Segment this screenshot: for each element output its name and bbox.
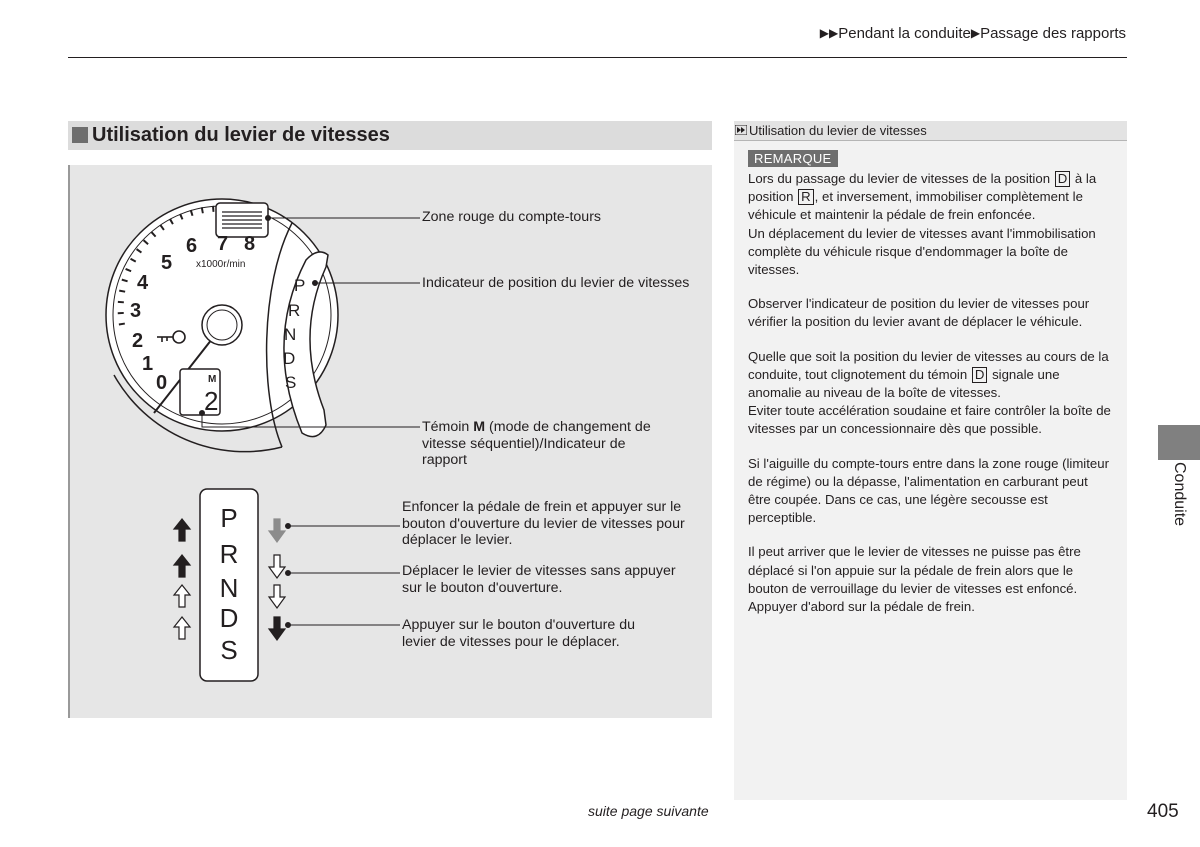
section-title: Utilisation du levier de vitesses [92,124,390,146]
tach-number-7: 7 [217,233,229,255]
note-paragraph: Si l'aiguille du compte-tours entre dans la zone rouge (limiteur de régime) ou la dépasse, l'alimentation en carburant peut être coupée. Dans ce cas, une légère secousse est perceptible. [748,455,1109,526]
gate-letter-p: P [220,503,238,533]
arrow-down-gray-icon [269,519,285,542]
arrow-down-solid-icon [269,617,285,640]
arrow-down-outline-icon [269,585,285,608]
reference-arrow-icon [735,125,747,135]
chapter-tab-marker[interactable] [1158,425,1200,460]
tach-number-5: 5 [161,252,173,274]
page-number: 405 [1147,801,1179,822]
indicator-letter-p: P [294,276,306,295]
breadcrumb-item-driving[interactable]: Pendant la conduite [838,25,971,42]
indicator-letter-n: N [284,325,297,344]
gate-letter-d: D [219,603,239,633]
callout-brake-and-button: Enfoncer la pédale de frein et appuyer sur le bouton d'ouverture du levier de vitesses pour déplacer le levier. [402,499,685,548]
note-paragraph: Il peut arriver que le levier de vitesses ne puisse pas être déplacé si l'on appuie sur la pédale de frein alors que le bouton de verrouillage du levier de vitesses est enfoncé. Appuyer d'abord sur la pédale de frein. [748,544,1081,615]
breadcrumb-item-shifting[interactable]: Passage des rapports [980,25,1126,42]
gate-letter-s: S [220,635,238,665]
callout-red-zone: Zone rouge du compte-tours [422,209,602,225]
arrow-up-solid-icon [174,555,190,577]
indicator-d-box: D [972,367,988,383]
notes-heading-bar [734,121,1127,141]
arrow-up-outline-icon [174,617,190,639]
tach-number-3: 3 [130,300,142,322]
tach-number-8: 8 [244,233,256,255]
tach-unit-label: x1000r/min [196,259,246,270]
notes-body [748,170,1114,632]
header-divider [68,57,1127,58]
continued-note: suite page suivante [588,803,709,819]
remark-badge: REMARQUE [748,150,838,167]
tach-number-2: 2 [132,330,144,352]
chapter-tab-label[interactable]: Conduite [1171,462,1188,527]
indicator-letter-r: R [288,301,301,320]
notes-heading: Utilisation du levier de vitesses [749,123,927,138]
tach-number-0: 0 [156,372,168,394]
tach-hub [202,305,242,345]
breadcrumb [820,25,1126,42]
indicator-r-box: R [798,189,814,205]
illustration-panel [68,165,712,718]
arrow-up-outline-icon [174,585,190,607]
breadcrumb-arrow-icon: ▶▶ [819,26,839,40]
notes-panel [734,121,1127,800]
indicator-letter-d: D [283,349,296,368]
note-paragraph: Lors du passage du levier de vitesses de la position D à la position R , et inversement, immobiliser complètement le véhicule et maintenir la pédale de frein enfoncée. Un déplacement du levier de vitesses avant l'immobilisation complète du véhicule risque d'endommager la boîte de vitesses. [748,171,1097,278]
callout-button: Appuyer sur le bouton d'ouverture du levier de vitesses pour le déplacer. [402,617,636,650]
tach-number-1: 1 [142,353,154,375]
tach-number-6: 6 [186,235,198,257]
gear-digit: 2 [204,386,219,416]
gate-letter-n: N [219,573,239,603]
note-paragraph: Observer l'indicateur de position du levier de vitesses pour vérifier la position du levier avant de déplacer le véhicule. [748,296,1090,330]
callout-no-button: Déplacer le levier de vitesses sans appuyer sur le bouton d'ouverture. [402,563,676,596]
tach-number-4: 4 [137,272,149,294]
indicator-letter-s: S [285,373,297,392]
gate-letter-r: R [219,539,239,569]
breadcrumb-arrow-icon: ▶ [970,26,981,40]
indicator-d-box: D [1055,171,1071,187]
arrow-up-solid-icon [174,519,190,541]
callout-m-indicator: Témoin M (mode de changement de vitesse séquentiel)/Indicateur de rapport [422,419,651,468]
arrow-down-outline-icon [269,555,285,578]
note-paragraph: Quelle que soit la position du levier de vitesses au cours de la conduite, tout clignotement du témoin D signale une anomalie au niveau de la boîte de vitesses. Eviter toute accélération soudaine et faire contrôler la boîte de vitesses par un concessionnaire dès que possible. [748,348,1111,437]
callout-position-indicator: Indicateur de position du levier de vitesses [422,275,690,291]
section-title-bar [68,121,712,150]
section-square-icon [72,127,88,143]
m-indicator-letter: M [208,374,217,385]
